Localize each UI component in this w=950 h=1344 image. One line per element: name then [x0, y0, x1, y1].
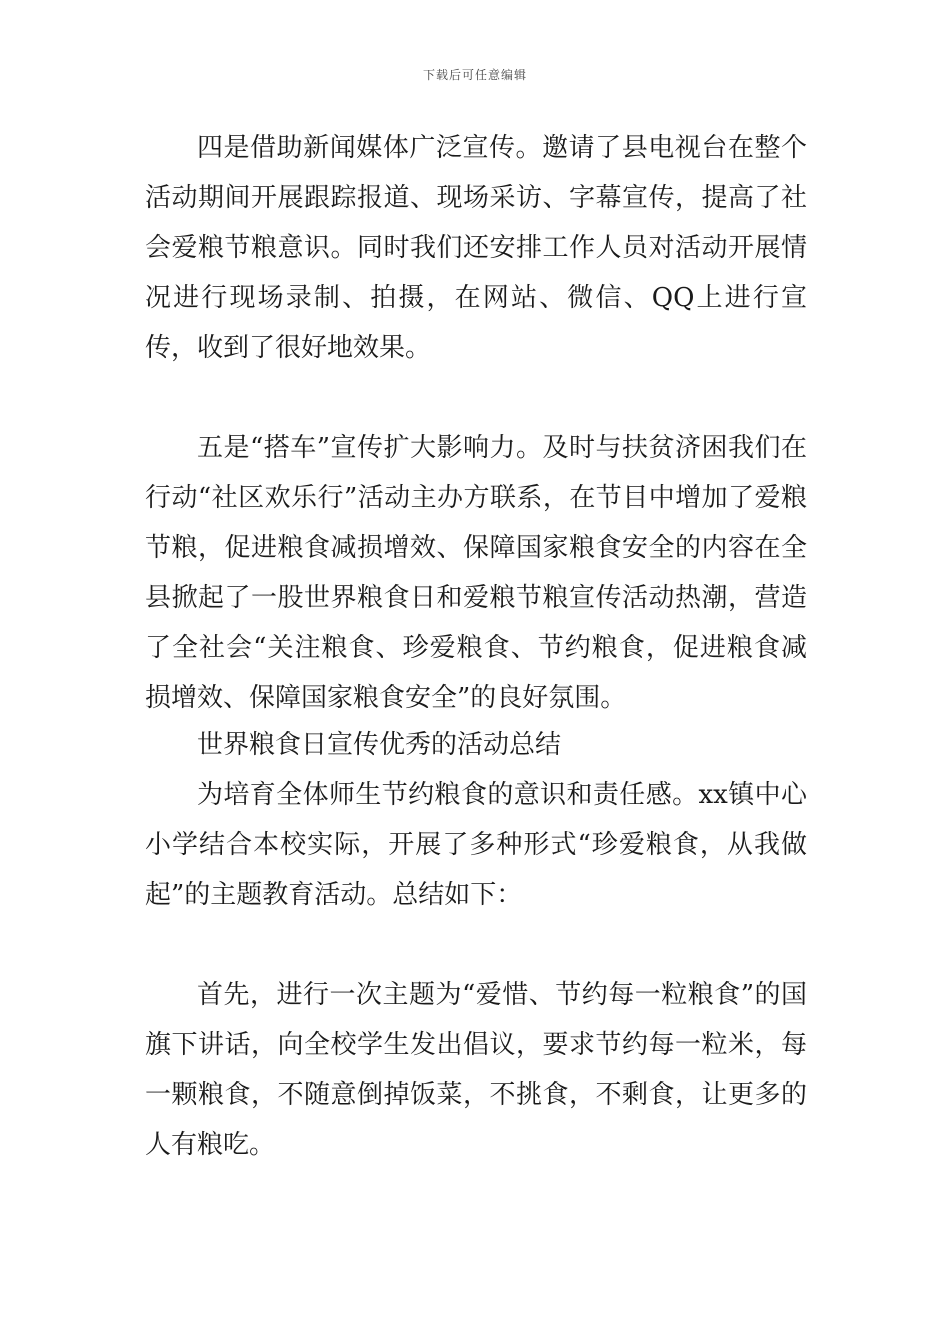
paragraph-piggyback-promotion: 五是“搭车”宣传扩大影响力。及时与扶贫济困我们在行动“社区欢乐行”活动主办方联系，在节目中增加了爱粮节粮，促进粮食减损增效、保障国家粮食安全的内容在全县掀起了一股世界粮食日和爱粮节粮宣传活动热潮，营造了全社会“关注粮食、珍爱粮食、节约粮食，促进粮食减损增效、保障国家粮食安全”的良好氛围。 [145, 433, 807, 713]
header-note: 下载后可任意编辑 [422, 68, 527, 82]
paragraph-media-promotion: 四是借助新闻媒体广泛宣传。邀请了县电视台在整个活动期间开展跟踪报道、现场采访、字幕宣传，提高了社会爱粮节粮意识。同时我们还安排工作人员对活动开展情况进行现场录制、拍摄，在网站、微信、QQ上进行宣传，收到了很好地效果。 [145, 133, 807, 363]
paragraph-first: 首先，进行一次主题为“爱惜、节约每一粒粮食”的国旗下讲话，向全校学生发出倡议，要求节约每一粒米，每一颗粮食，不随意倒掉饭菜，不挑食，不剩食，让更多的人有粮吃。 [145, 980, 807, 1160]
section-title: 世界粮食日宣传优秀的活动总结 [197, 730, 562, 760]
paragraph-intro: 为培育全体师生节约粮食的意识和责任感。xx镇中心小学结合本校实际，开展了多种形式“珍爱粮食，从我做起”的主题教育活动。总结如下： [145, 780, 807, 910]
